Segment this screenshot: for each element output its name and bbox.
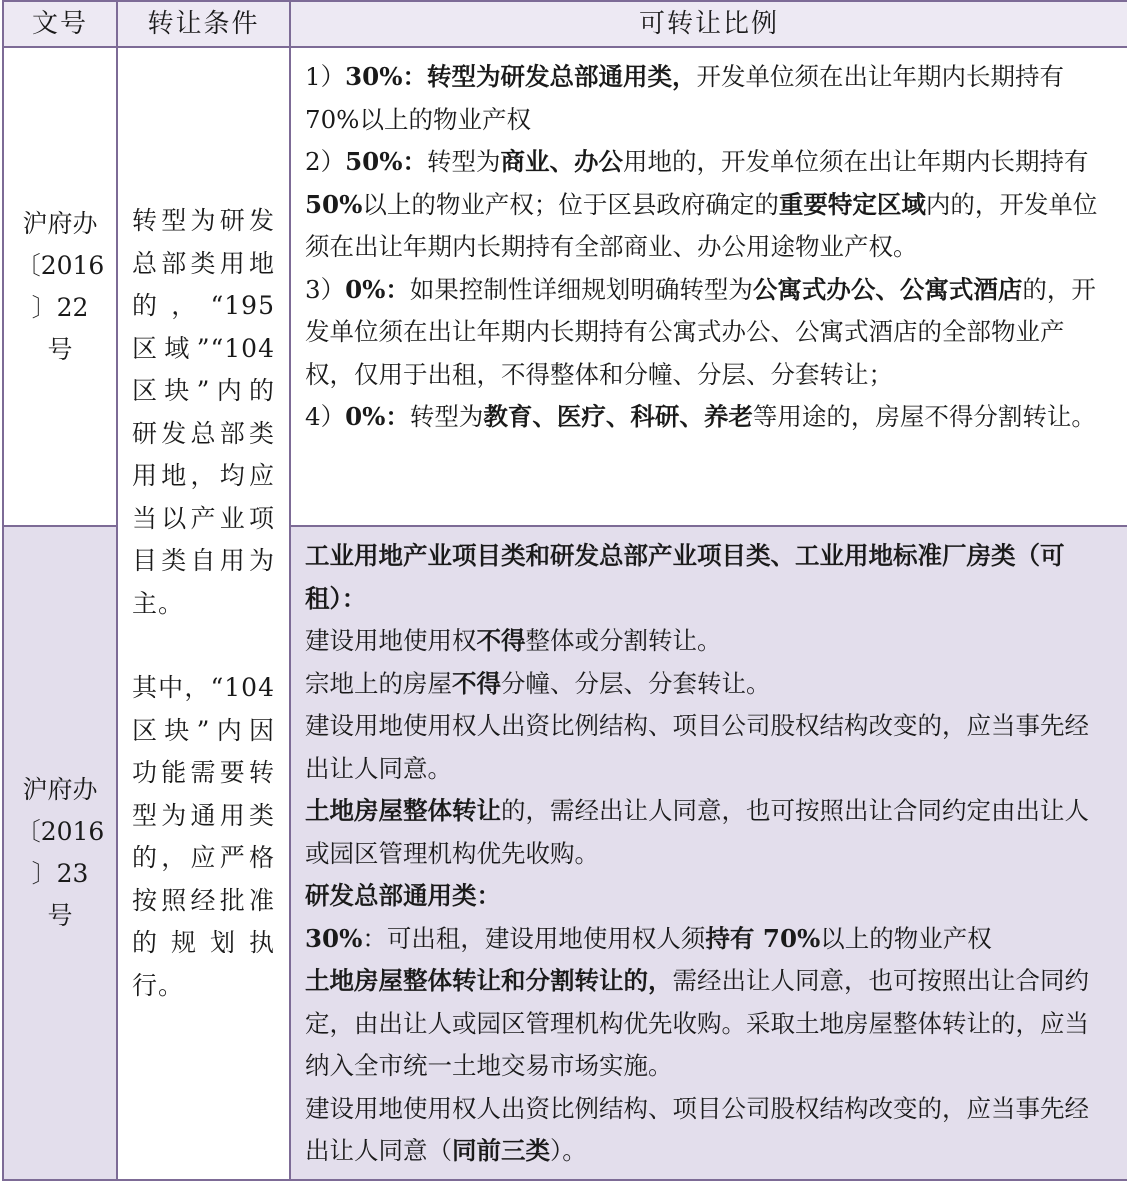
header-row xyxy=(3,1,1127,47)
transfer-condition-cell xyxy=(117,47,290,1180)
condition-paragraph: 其中，“104 区块”内因功能需要转型为通用类的，应严格按照经批准的规划执行。 xyxy=(132,673,275,1000)
ratio-item: 1）30%：转型为研发总部通用类，开发单位须在出让年期内长期持有 70%以上的物业产权 xyxy=(305,62,1064,134)
ratio-item: 宗地上的房屋不得分幢、分层、分套转让。 xyxy=(305,668,771,698)
header-doc-number: 文号 xyxy=(3,1,117,47)
ratio-item: 30%：可出租，建设用地使用权人须持有 70%以上的物业产权 xyxy=(305,923,992,953)
ratio-item: 工业用地产业项目类和研发总部产业项目类、工业用地标准厂房类（可租）： xyxy=(305,541,1065,613)
ratio-item: 2）50%：转型为商业、办公用地的，开发单位须在出让年期内长期持有 50%以上的物业产权；位于区县政府确定的重要特定区域内的，开发单位须在出让年期内长期持有全部商业、办公用途物业产权。 xyxy=(305,147,1098,261)
ratio-item: 3）0%：如果控制性详细规划明确转型为公寓式办公、公寓式酒店的，开发单位须在出让年期内长期持有公寓式办公、公寓式酒店的全部物业产权，仅用于出租，不得整体和分幢、分层、分套转让； xyxy=(305,274,1096,389)
header-transfer-ratio: 可转让比例 xyxy=(290,1,1127,47)
ratio-item: 研发总部通用类： xyxy=(305,881,501,910)
ratio-item: 建设用地使用权人出资比例结构、项目公司股权结构改变的，应当事先经出让人同意。 xyxy=(305,711,1089,783)
doc-number-cell: 沪府办 〔2016 〕22 号 xyxy=(3,47,117,526)
ratio-item: 4）0%：转型为教育、医疗、科研、养老等用途的，房屋不得分割转让。 xyxy=(305,402,1096,431)
ratio-item: 土地房屋整体转让和分割转让的，需经出让人同意，也可按照出让合同约定，由出让人或园区管理机构优先收购。采取土地房屋整体转让的，应当纳入全市统一土地交易市场实施。 xyxy=(305,966,1089,1080)
header-transfer-condition: 转让条件 xyxy=(117,1,290,47)
transfer-ratio-cell xyxy=(290,47,1127,526)
transfer-ratio-cell xyxy=(290,526,1127,1180)
doc-number-cell: 沪府办 〔2016 〕23 号 xyxy=(3,526,117,1180)
condition-paragraph: 转型为研发总部类用地的，“195 区域”“104 区块”内的研发总部类用地，均应当以产业项目类自用为主。 xyxy=(132,206,275,618)
ratio-item: 建设用地使用权人出资比例结构、项目公司股权结构改变的，应当事先经出让人同意（同前三类）。 xyxy=(305,1093,1089,1165)
table-row xyxy=(3,47,1127,526)
ratio-item: 土地房屋整体转让的，需经出让人同意，也可按照出让合同约定由出让人或园区管理机构优先收购。 xyxy=(305,796,1089,868)
policy-table xyxy=(2,0,1127,1181)
ratio-item: 建设用地使用权不得整体或分割转让。 xyxy=(305,626,722,655)
